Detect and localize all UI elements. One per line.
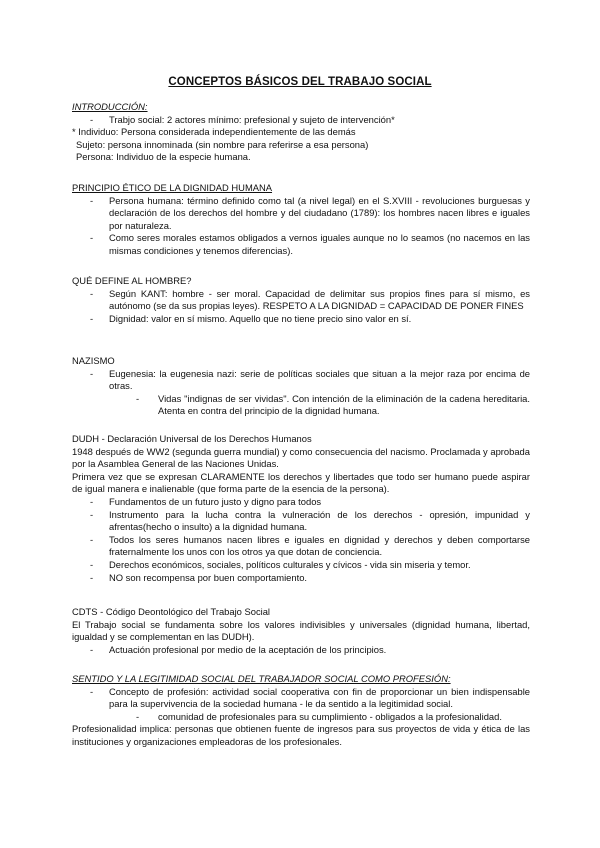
- list-item: - Trabjo social: 2 actores mínimo: prefesional y sujeto de intervención*: [72, 114, 530, 127]
- section-heading: SENTIDO Y LA LEGITIMIDAD SOCIAL DEL TRABAJADOR SOCIAL COMO PROFESIÓN:: [72, 673, 451, 684]
- page-title: CONCEPTOS BÁSICOS DEL TRABAJO SOCIAL: [168, 76, 432, 88]
- paragraph: El Trabajo social se fundamenta sobre los valores indivisibles y universales (dignidad humana, libertad, igualdad y se complementan en las DUDH).: [72, 618, 530, 643]
- list-item: - Persona humana: término definido como tal (a nivel legal) en el S.XVIII - revoluciones burguesas y declaración de los derechos del hombre y del ciudadano (1789): los hombres nacen libres e iguales por naturaleza.: [72, 195, 530, 233]
- section-heading: PRINCIPIO ÉTICO DE LA DIGNIDAD HUMANA: [72, 182, 273, 193]
- list-item: - Instrumento para la lucha contra la vulneración de los derechos - opresión, impunidad y afrentas(hecho o insulto) a la dignidad humana.: [72, 509, 530, 534]
- section-heading: DUDH - Declaración Universal de los Derechos Humanos: [72, 433, 312, 444]
- text-line: Persona: Individuo de la especie humana.: [76, 151, 251, 163]
- list-item: - Según KANT: hombre - ser moral. Capacidad de delimitar sus propios fines para sí mismo, es autónomo (se da sus propias leyes). RESPETO A LA DIGNIDAD = CAPACIDAD DE PONER FINES: [72, 288, 530, 313]
- list-item: - Dignidad: valor en sí mismo. Aquello que no tiene precio sino valor en sí.: [72, 313, 530, 326]
- section-heading: CDTS - Código Deontológico del Trabajo Social: [72, 606, 271, 617]
- list-item: - Derechos económicos, sociales, políticos culturales y cívicos - vida sin miseria y temor.: [72, 559, 530, 572]
- section-sentido-legitimidad: [72, 673, 530, 749]
- list-item: - Fundamentos de un futuro justo y digno para todos: [72, 496, 530, 509]
- paragraph: 1948 después de WW2 (segunda guerra mundial) y como consecuencia del nacismo. Proclamada y aprobada por la Asamblea General de las Naciones Unidas.: [72, 445, 530, 470]
- section-introduccion: [72, 101, 530, 164]
- list-item: - Concepto de profesión: actividad social cooperativa con fin de proporcionar un bien indispensable para la supervivencia de la sociedad humana - le da sentido a la legitimidad social.: [72, 686, 530, 711]
- section-heading: QUÉ DEFINE AL HOMBRE?: [72, 275, 192, 286]
- list-item: - Como seres morales estamos obligados a vernos iguales aunque no lo seamos (no nacemos en las mismas condiciones y tenemos diferencias).: [72, 232, 530, 257]
- section-nazismo: [72, 355, 530, 418]
- list-item: - Eugenesia: la eugenesia nazi: serie de políticas sociales que situan a la mejor raza por encima de otras.: [72, 368, 530, 393]
- list-item: - Actuación profesional por medio de la aceptación de los principios.: [72, 644, 530, 657]
- text-line: Sujeto: persona innominada (sin nombre para referirse a esa persona): [76, 138, 369, 150]
- section-que-define-al-hombre: [72, 275, 530, 325]
- section-cdts: [72, 606, 530, 656]
- section-principio-etico: [72, 182, 530, 258]
- text-line: * Individuo: Persona considerada independientemente de las demás: [72, 126, 356, 138]
- paragraph: Primera vez que se expresan CLARAMENTE los derechos y libertades que todo ser humano puede aspirar de igual manera e inalienable (que forma parte de la esencia de la persona).: [72, 470, 530, 495]
- paragraph: Profesionalidad implica: personas que obtienen fuente de ingresos para sus proyectos de vida y ética de las instituciones y organizaciones empleadoras de los profesionales.: [72, 723, 530, 747]
- section-dudh: [72, 433, 530, 584]
- list-item: - NO son recompensa por buen comportamiento.: [72, 572, 530, 585]
- sub-list-item: - comunidad de profesionales para su cumplimiento - obligados a la profesionalidad.: [72, 711, 530, 724]
- list-item: - Todos los seres humanos nacen libres e iguales en dignidad y derechos y deben comportarse fraternalmente los unos con los otros ya que dotan de conciencia.: [72, 534, 530, 559]
- section-heading: NAZISMO: [72, 355, 115, 366]
- sub-list-item: - Vidas "indignas de ser vividas". Con intención de la eliminación de la cadena hereditaria. Atenta en contra del principio de la dignidad humana.: [72, 393, 530, 418]
- section-heading: INTRODUCCIÓN:: [72, 101, 148, 112]
